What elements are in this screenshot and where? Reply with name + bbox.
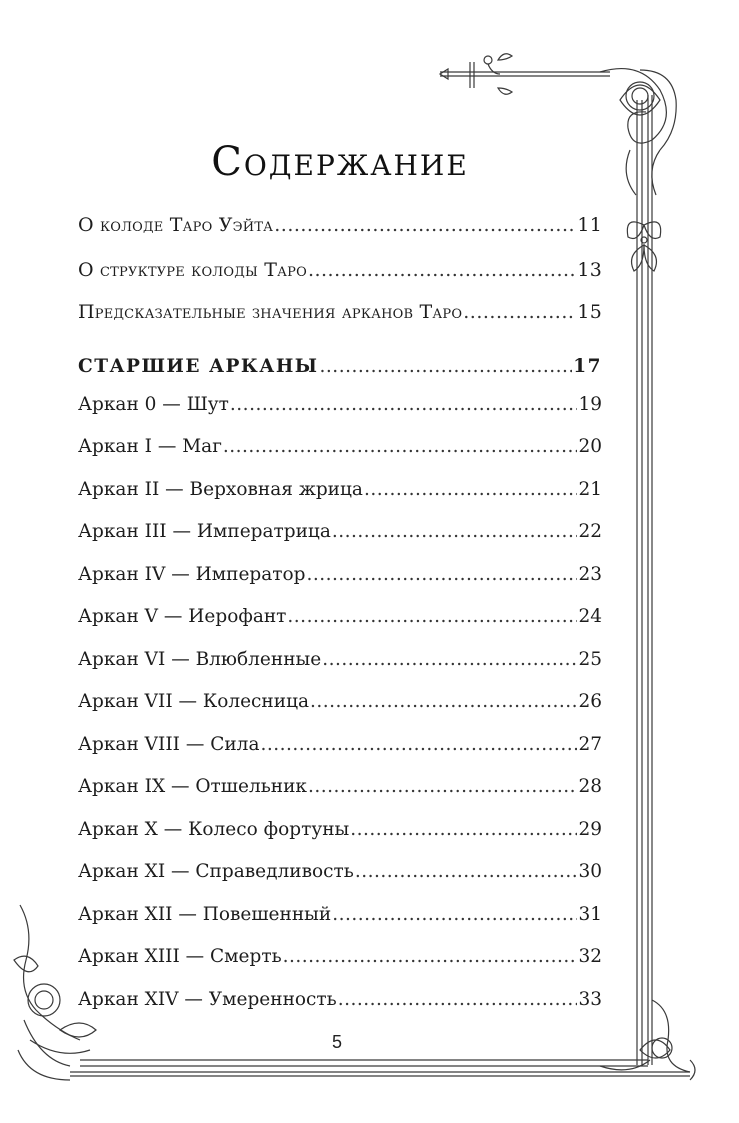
toc-entry-label: Аркан IX — Отшельник [78, 776, 307, 797]
toc-entry[interactable] [78, 901, 602, 929]
dot-leader [287, 603, 577, 631]
dot-leader [308, 773, 577, 801]
dot-leader [230, 391, 578, 419]
dot-leader [332, 518, 578, 546]
toc-entry-page: 27 [578, 734, 602, 755]
toc-entry[interactable] [78, 298, 602, 326]
toc-entry-page: 33 [578, 989, 602, 1010]
toc-entry-label: Аркан 0 — Шут [78, 394, 229, 415]
dot-leader [350, 816, 577, 844]
toc-entry[interactable] [78, 688, 602, 716]
toc-entry-label: О колоде Таро Уэйта [78, 214, 274, 236]
toc-entry-page: 24 [578, 606, 602, 627]
dot-leader [355, 858, 578, 886]
toc-entry[interactable] [78, 211, 602, 239]
dot-leader [338, 986, 578, 1014]
dot-leader [283, 943, 578, 971]
leaf-ornament-icon [627, 222, 660, 271]
toc-entry-label: СТАРШИЕ АРКАНЫ [78, 356, 319, 377]
toc-entry-label: Аркан IV — Император [78, 564, 306, 585]
toc-section-heading[interactable] [78, 353, 602, 381]
toc-entry-label: Аркан VII — Колесница [78, 691, 309, 712]
toc-entry-page: 11 [577, 214, 602, 236]
dot-leader [260, 731, 577, 759]
toc-entry-label: Аркан III — Императрица [78, 521, 331, 542]
page-number: 5 [331, 1032, 342, 1052]
toc-entry[interactable] [78, 391, 602, 419]
toc-entry-page: 21 [578, 479, 602, 500]
dot-leader [274, 211, 576, 239]
toc-entry-page: 17 [573, 356, 602, 377]
toc-entry[interactable] [78, 773, 602, 801]
toc-entry-page: 22 [578, 521, 602, 542]
toc-entry-label: Аркан VIII — Сила [78, 734, 260, 755]
toc-entry[interactable] [78, 518, 602, 546]
toc-entry-label: О структуре колоды Таро [78, 259, 307, 281]
toc-entry[interactable] [78, 603, 602, 631]
toc-entry-label: Аркан I — Маг [78, 436, 222, 457]
toc-entry-page: 15 [577, 301, 602, 323]
toc-entry-label: Аркан II — Верховная жрица [78, 479, 363, 500]
toc-entry-label: Аркан XIV — Умеренность [78, 989, 337, 1010]
toc-entry-label: Аркан V — Иерофант [78, 606, 287, 627]
toc-entry-page: 23 [578, 564, 602, 585]
toc-entry[interactable] [78, 646, 602, 674]
dot-leader [364, 476, 578, 504]
dot-leader [463, 298, 576, 326]
dot-leader [320, 353, 573, 381]
toc-entry-page: 32 [578, 946, 602, 967]
toc-entry[interactable] [78, 561, 602, 589]
toc-entry-label: Аркан XIII — Смерть [78, 946, 282, 967]
toc-entry-page: 29 [578, 819, 602, 840]
toc-entry[interactable] [78, 986, 602, 1014]
toc-entry-label: Аркан VI — Влюбленные [78, 649, 322, 670]
dot-leader [306, 561, 577, 589]
toc-entry-page: 30 [578, 861, 602, 882]
toc-entry-page: 31 [578, 904, 602, 925]
toc-entry-page: 20 [578, 436, 602, 457]
toc-entry-page: 19 [578, 394, 602, 415]
toc-entry-page: 25 [578, 649, 602, 670]
dot-leader [310, 688, 577, 716]
toc-entry-label: Предсказательные значения арканов Таро [78, 301, 463, 323]
toc-entry[interactable] [78, 731, 602, 759]
toc-entry-page: 13 [577, 259, 602, 281]
sword-ornament-icon [440, 54, 610, 95]
dot-leader [332, 901, 577, 929]
toc-entry-label: Аркан X — Колесо фортуны [78, 819, 350, 840]
toc-entry-page: 26 [578, 691, 602, 712]
toc-entry[interactable] [78, 256, 602, 284]
toc-entry[interactable] [78, 943, 602, 971]
dot-leader [308, 256, 576, 284]
toc-entry-label: Аркан XI — Справедливость [78, 861, 354, 882]
page-title: Содержание [211, 138, 469, 185]
toc-entry[interactable] [78, 433, 602, 461]
toc-entry-label: Аркан XII — Повешенный [78, 904, 332, 925]
toc-entry[interactable] [78, 476, 602, 504]
toc-entry-page: 28 [578, 776, 602, 797]
dot-leader [223, 433, 578, 461]
dot-leader [322, 646, 577, 674]
toc-entry[interactable] [78, 858, 602, 886]
toc-entry[interactable] [78, 816, 602, 844]
